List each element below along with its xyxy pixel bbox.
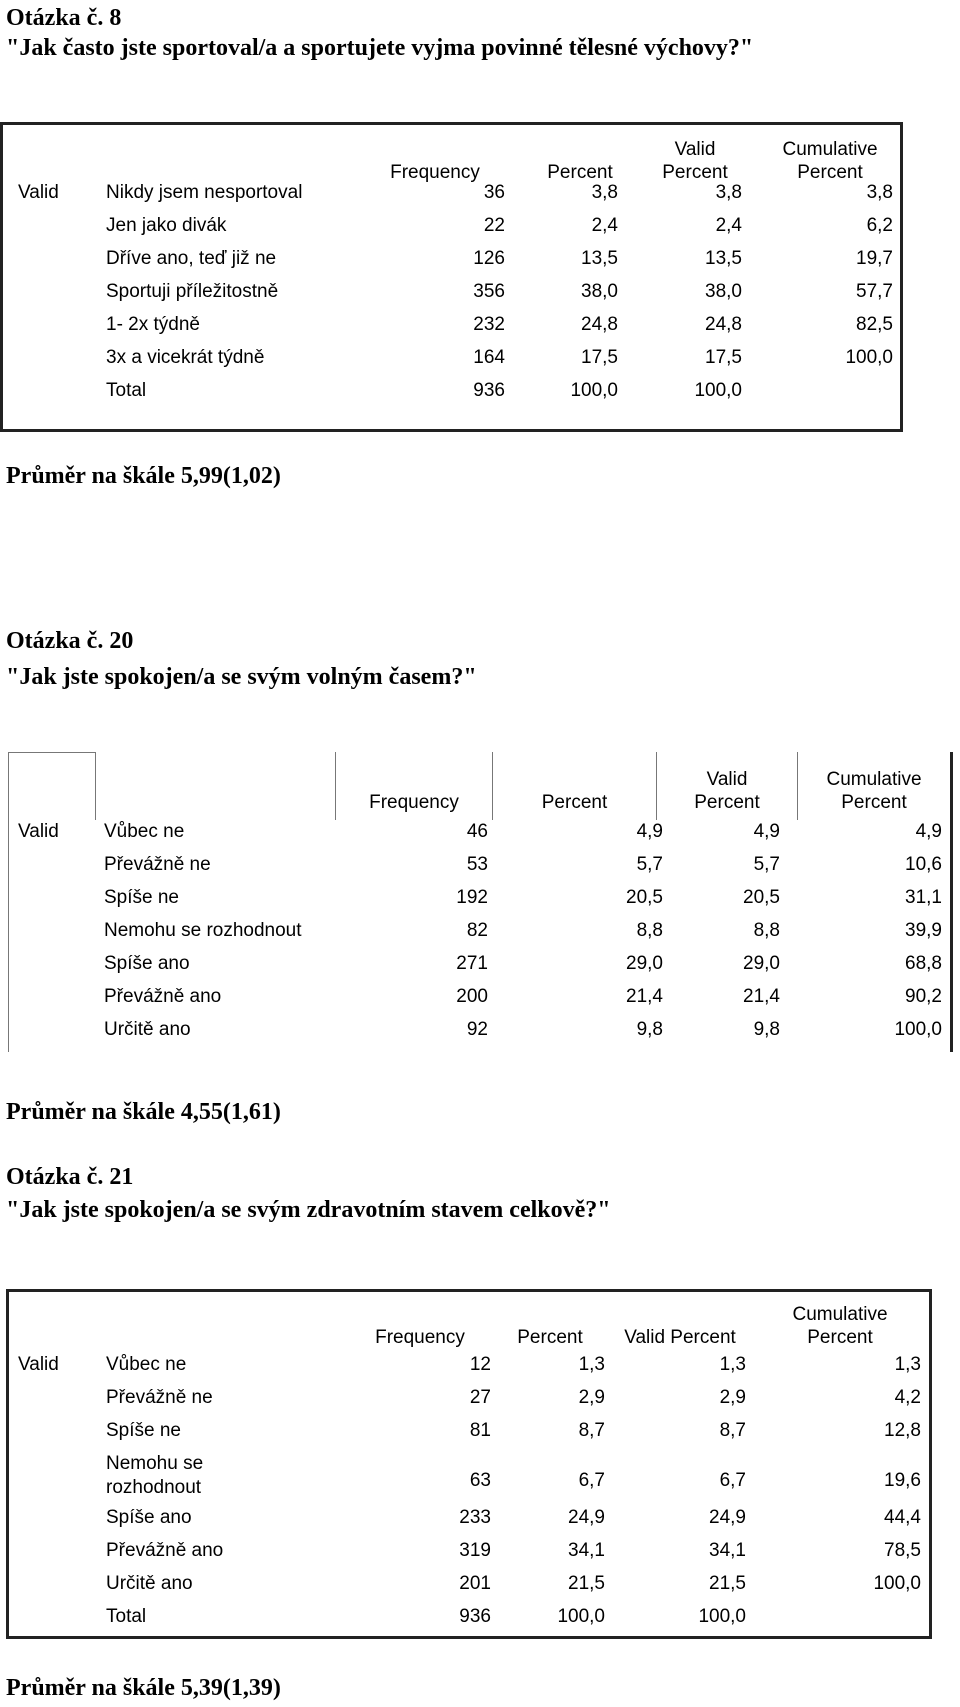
cell-frequency: 271 [456, 953, 488, 974]
cell-valid-percent: 1,3 [719, 1354, 746, 1375]
table-row [0, 1387, 960, 1419]
q21-header-cumulative-line2: Percent [807, 1327, 873, 1348]
table-row [0, 953, 960, 985]
cell-cumulative: 90,2 [905, 986, 942, 1007]
row-label: Převážně ne [104, 854, 211, 875]
table-row [0, 1420, 960, 1452]
table-row [0, 248, 960, 280]
q8-header-percent: Percent [547, 162, 613, 183]
cell-cumulative: 1,3 [894, 1354, 921, 1375]
row-label: Spíše ano [106, 1507, 192, 1528]
q8-heading: Otázka č. 8 [6, 5, 122, 31]
q8-group-label: Valid [18, 182, 59, 203]
cell-percent: 4,9 [636, 821, 663, 842]
q21-table [0, 1289, 960, 1639]
row-label: Určitě ano [104, 1019, 191, 1040]
q8-header-cumulative-line2: Percent [797, 162, 863, 183]
cell-cumulative: 57,7 [856, 281, 893, 302]
cell-cumulative: 68,8 [905, 953, 942, 974]
table-row [0, 854, 960, 886]
q21-header-percent: Percent [517, 1327, 583, 1348]
cell-valid-percent: 100,0 [694, 380, 742, 401]
cell-percent: 34,1 [568, 1540, 605, 1561]
q20-mean: Průměr na škále 4,55(1,61) [6, 1099, 281, 1125]
cell-frequency: 12 [469, 1354, 491, 1375]
cell-cumulative: 3,8 [866, 182, 893, 203]
cell-cumulative: 19,7 [856, 248, 893, 269]
cell-valid-percent: 3,8 [715, 182, 742, 203]
cell-cumulative: 6,2 [866, 215, 893, 236]
cell-frequency: 92 [466, 1019, 488, 1040]
cell-percent: 100,0 [570, 380, 618, 401]
cell-percent: 24,8 [581, 314, 618, 335]
row-label: Převážně ano [104, 986, 222, 1007]
cell-cumulative: 82,5 [856, 314, 893, 335]
cell-percent: 2,4 [591, 215, 618, 236]
row-label: Spíše ano [104, 953, 190, 974]
row-label: Vůbec ne [106, 1354, 187, 1375]
q21-group-label: Valid [18, 1354, 59, 1375]
cell-percent: 38,0 [581, 281, 618, 302]
row-label: Total [106, 380, 147, 401]
cell-cumulative: 19,6 [884, 1470, 921, 1491]
q21-heading: Otázka č. 21 [6, 1164, 134, 1190]
table-row [0, 821, 960, 853]
q21-header-cumulative-line1: Cumulative [792, 1304, 888, 1325]
cell-cumulative: 31,1 [905, 887, 942, 908]
cell-percent: 21,4 [626, 986, 663, 1007]
cell-frequency: 936 [473, 380, 505, 401]
row-label: Převážně ne [106, 1387, 213, 1408]
cell-percent: 20,5 [626, 887, 663, 908]
cell-percent: 24,9 [568, 1507, 605, 1528]
q20-group-label: Valid [18, 821, 59, 842]
q8-header-cumulative-line1: Cumulative [782, 139, 878, 160]
q8-mean: Průměr na škále 5,99(1,02) [6, 463, 281, 489]
cell-percent: 6,7 [578, 1470, 605, 1491]
q8-header-valid-percent-line2: Percent [662, 162, 728, 183]
row-label: Nikdy jsem nesportoval [106, 182, 303, 203]
row-label: Dříve ano, teď již ne [106, 248, 277, 269]
cell-valid-percent: 5,7 [753, 854, 780, 875]
cell-valid-percent: 8,7 [719, 1420, 746, 1441]
q8-question: "Jak často jste sportoval/a a sportujete vyjma povinné tělesné výchovy?" [6, 35, 754, 61]
cell-valid-percent: 9,8 [753, 1019, 780, 1040]
row-label-line2: rozhodnout [106, 1477, 202, 1498]
q8-table-header [0, 136, 960, 186]
cell-frequency: 192 [456, 887, 488, 908]
cell-percent: 3,8 [591, 182, 618, 203]
cell-percent: 29,0 [626, 953, 663, 974]
cell-valid-percent: 21,4 [743, 986, 780, 1007]
cell-frequency: 36 [483, 182, 505, 203]
q21-header-frequency: Frequency [375, 1327, 465, 1348]
table-row [0, 281, 960, 313]
table-row [0, 1507, 960, 1539]
q8-header-valid-percent-line1: Valid [674, 139, 716, 160]
cell-frequency: 233 [459, 1507, 491, 1528]
cell-valid-percent: 21,5 [709, 1573, 746, 1594]
q20-table-header [0, 766, 960, 816]
cell-frequency: 22 [483, 215, 505, 236]
cell-valid-percent: 13,5 [705, 248, 742, 269]
cell-valid-percent: 29,0 [743, 953, 780, 974]
cell-frequency: 200 [456, 986, 488, 1007]
q21-table-header [0, 1301, 960, 1351]
row-label: Určitě ano [106, 1573, 193, 1594]
row-label: Sportuji příležitostně [106, 281, 279, 302]
cell-valid-percent: 24,9 [709, 1507, 746, 1528]
row-label: 3x a vicekrát týdně [106, 347, 265, 368]
table-row [0, 986, 960, 1018]
cell-frequency: 27 [469, 1387, 491, 1408]
cell-cumulative: 100,0 [873, 1573, 921, 1594]
cell-frequency: 936 [459, 1606, 491, 1627]
q20-table [0, 752, 960, 1052]
cell-percent: 8,8 [636, 920, 663, 941]
cell-valid-percent: 6,7 [719, 1470, 746, 1491]
table-row [0, 1453, 960, 1503]
row-label: Spíše ne [104, 887, 179, 908]
q21-question: "Jak jste spokojen/a se svým zdravotním stavem celkově?" [6, 1197, 611, 1223]
q20-top-left-border [8, 752, 95, 753]
q20-heading: Otázka č. 20 [6, 628, 134, 654]
cell-percent: 5,7 [636, 854, 663, 875]
cell-percent: 1,3 [578, 1354, 605, 1375]
cell-percent: 100,0 [557, 1606, 605, 1627]
cell-frequency: 82 [466, 920, 488, 941]
cell-percent: 8,7 [578, 1420, 605, 1441]
cell-frequency: 319 [459, 1540, 491, 1561]
cell-cumulative: 4,2 [894, 1387, 921, 1408]
cell-valid-percent: 100,0 [698, 1606, 746, 1627]
q20-header-cumulative-line1: Cumulative [826, 769, 922, 790]
cell-cumulative: 78,5 [884, 1540, 921, 1561]
row-label-line1: Nemohu se [106, 1453, 204, 1474]
cell-frequency: 63 [469, 1470, 491, 1491]
row-label: Převážně ano [106, 1540, 224, 1561]
q8-header-frequency: Frequency [390, 162, 480, 183]
q21-mean: Průměr na škále 5,39(1,39) [6, 1675, 281, 1701]
cell-valid-percent: 4,9 [753, 821, 780, 842]
cell-valid-percent: 20,5 [743, 887, 780, 908]
q20-header-valid-percent-line2: Percent [694, 792, 760, 813]
row-label: Jen jako divák [106, 215, 227, 236]
table-row [0, 920, 960, 952]
table-row [0, 314, 960, 346]
q20-header-valid-percent-line1: Valid [706, 769, 748, 790]
table-row [0, 1354, 960, 1386]
table-row [0, 380, 960, 412]
cell-cumulative: 4,9 [915, 821, 942, 842]
cell-cumulative: 100,0 [894, 1019, 942, 1040]
cell-frequency: 46 [466, 821, 488, 842]
table-row [0, 347, 960, 379]
cell-cumulative: 44,4 [884, 1507, 921, 1528]
cell-frequency: 201 [459, 1573, 491, 1594]
row-label: 1- 2x týdně [106, 314, 200, 335]
q20-header-frequency: Frequency [369, 792, 459, 813]
q8-table [0, 122, 960, 432]
cell-frequency: 164 [473, 347, 505, 368]
cell-valid-percent: 38,0 [705, 281, 742, 302]
cell-frequency: 126 [473, 248, 505, 269]
cell-percent: 21,5 [568, 1573, 605, 1594]
q20-header-cumulative-line2: Percent [841, 792, 907, 813]
cell-valid-percent: 2,4 [715, 215, 742, 236]
cell-valid-percent: 8,8 [753, 920, 780, 941]
row-label: Spíše ne [106, 1420, 181, 1441]
row-label: Vůbec ne [104, 821, 185, 842]
cell-cumulative: 12,8 [884, 1420, 921, 1441]
cell-percent: 9,8 [636, 1019, 663, 1040]
cell-valid-percent: 2,9 [719, 1387, 746, 1408]
table-row [0, 1540, 960, 1572]
table-row [0, 1606, 960, 1638]
cell-percent: 13,5 [581, 248, 618, 269]
table-row [0, 182, 960, 214]
cell-cumulative: 10,6 [905, 854, 942, 875]
cell-valid-percent: 17,5 [705, 347, 742, 368]
row-label: Total [106, 1606, 147, 1627]
table-row [0, 887, 960, 919]
q20-question: "Jak jste spokojen/a se svým volným časem?" [6, 664, 477, 690]
table-row [0, 1573, 960, 1605]
table-row [0, 215, 960, 247]
cell-frequency: 53 [466, 854, 488, 875]
cell-valid-percent: 24,8 [705, 314, 742, 335]
row-label: Nemohu se rozhodnout [104, 920, 302, 941]
cell-frequency: 232 [473, 314, 505, 335]
cell-frequency: 81 [469, 1420, 491, 1441]
cell-cumulative: 39,9 [905, 920, 942, 941]
cell-percent: 17,5 [581, 347, 618, 368]
cell-valid-percent: 34,1 [709, 1540, 746, 1561]
table-row [0, 1019, 960, 1051]
q20-header-percent: Percent [541, 792, 608, 813]
cell-frequency: 356 [473, 281, 505, 302]
q21-header-valid-percent: Valid Percent [624, 1327, 736, 1348]
cell-percent: 2,9 [578, 1387, 605, 1408]
cell-cumulative: 100,0 [845, 347, 893, 368]
